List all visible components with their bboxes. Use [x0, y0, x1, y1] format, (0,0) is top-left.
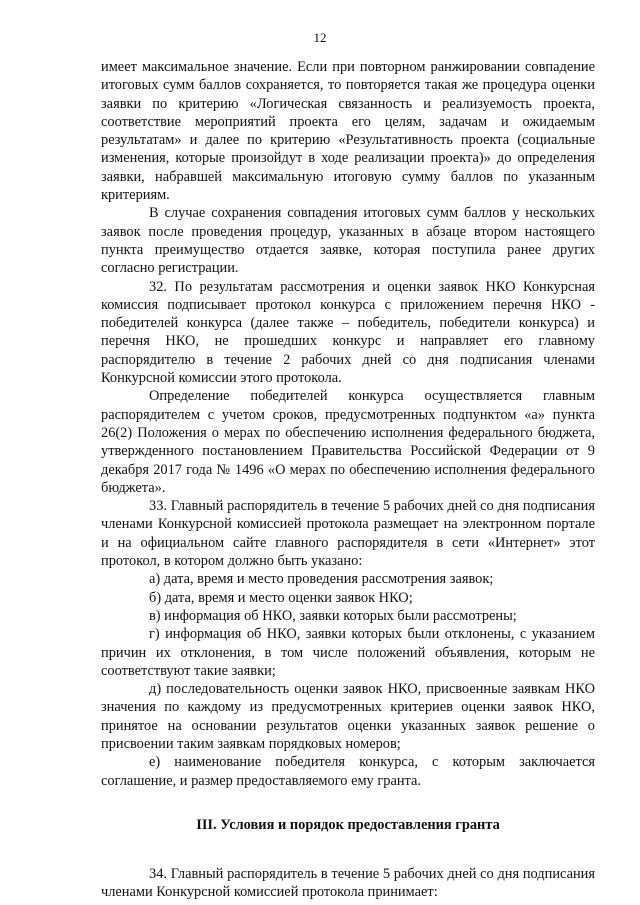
list-item-d: д) последовательность оценки заявок НКО, присвоенные заявкам НКО значения по каждому из предусмотренных критериев оценки заявок НКО, принятое на основании результатов оценки указанных заявок решение о присвоении таким заявкам порядковых номеров;	[101, 681, 595, 752]
paragraph-winner-determination: Определение победителей конкурса осуществляется главным распорядителем с учетом сроков, предусмотренных подпунктом «а» пункта 26(2) Положения о мерах по обеспечению исполнения федерального бюджета, утвержденного постановлением Правительства Российской Федерации от 9 декабря 2017 года № 1496 «О мерах по обеспечению исполнения федерального бюджета».	[101, 388, 595, 496]
paragraph-tie-rule: В случае сохранения совпадения итоговых сумм баллов у нескольких заявок после проведения процедур, указанных в абзаце втором настоящего пункта преимущество отдается заявке, которая поступила ранее других согласно регистрации.	[101, 205, 595, 277]
paragraph-continuation: имеет максимальное значение. Если при повторном ранжировании совпадение итоговых сумм баллов сохраняется, то повторяется такая же процедура оценки заявки по критерию «Логическая связанность и реализуемость проекта, соответствие мероприятий проекта его целям, задачам и ожидаемым результатам» и далее по критерию «Результативность проекта (социальные изменения, которые произойдут в ходе реализации проекта)» до определения заявки, набравшей максимальную итоговую сумму баллов по указанным критериям.	[101, 59, 595, 204]
paragraph-item-33: 33. Главный распорядитель в течение 5 рабочих дней со дня подписания членами Конкурсной комиссией протокола размещает на электронном портале и на официальном сайте главного распорядителя в сети «Интернет» этот протокол, в котором должно быть указано:	[101, 498, 595, 570]
page-body	[101, 58, 595, 902]
list-item-v: в) информация об НКО, заявки которых были рассмотрены;	[149, 607, 517, 624]
list-item-g: г) информация об НКО, заявки которых были отклонены, с указанием причин их отклонения, в том числе положений объявления, которым не соответствуют такие заявки;	[101, 626, 595, 679]
list-item-a: а) дата, время и место проведения рассмотрения заявок;	[149, 571, 494, 588]
list-item-b: б) дата, время и место оценки заявок НКО;	[149, 589, 413, 606]
page-number: 12	[313, 30, 327, 45]
paragraph-item-32: 32. По результатам рассмотрения и оценки заявок НКО Конкурсная комиссия подписывает протокол конкурса с приложением перечня НКО - победителей конкурса (далее также – победитель, победители конкурса) и перечня НКО, не прошедших конкурс и направляет его главному распорядителю в течение 2 рабочих дней со дня подписания членами Конкурсной комиссии этого протокола.	[101, 278, 595, 387]
paragraph-item-34: 34. Главный распорядитель в течение 5 рабочих дней со дня подписания членами Конкурсной комиссией протокола принимает:	[101, 866, 595, 901]
list-item-e: е) наименование победителя конкурса, с которым заключается соглашение, и размер предоставляемого ему гранта.	[101, 754, 595, 789]
section-heading: III. Условия и порядок предоставления гранта	[196, 816, 500, 833]
